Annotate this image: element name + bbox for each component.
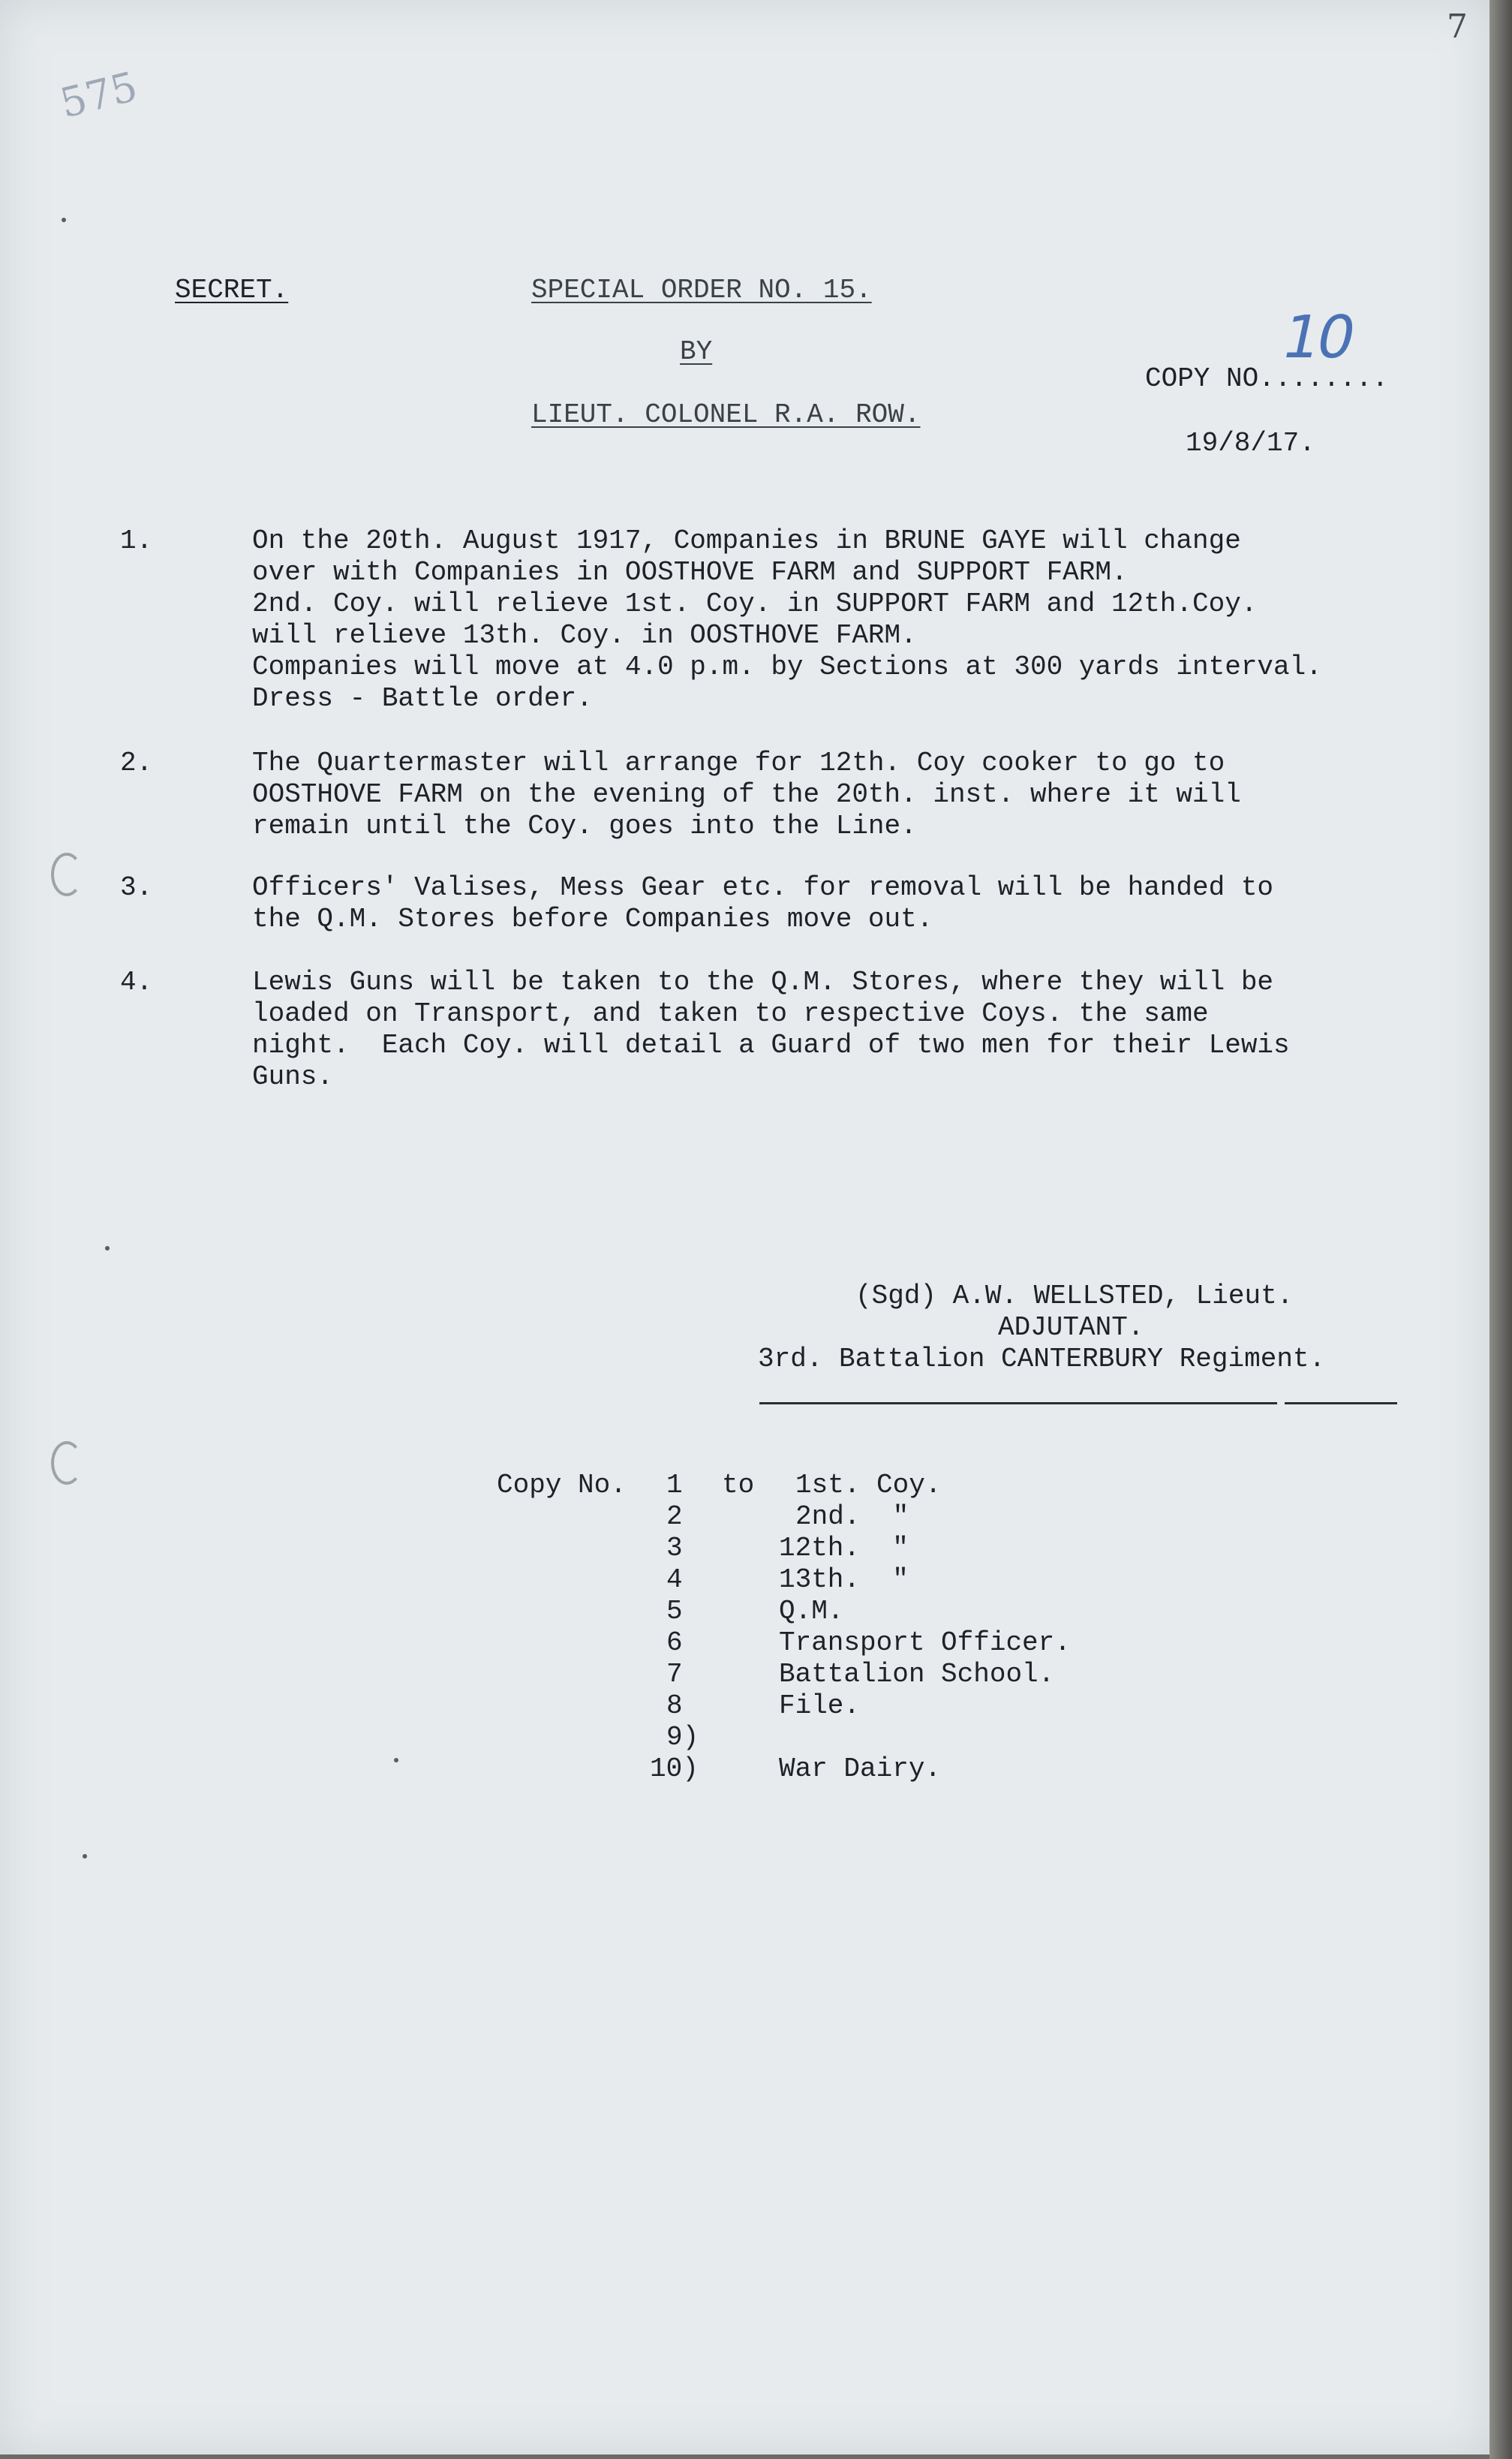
distribution-recipient: Battalion School. [779, 1659, 1055, 1690]
distribution-copy-number: 8 [666, 1690, 683, 1721]
paragraph-line: the Q.M. Stores before Companies move out. [252, 904, 933, 935]
paper-speck [105, 1246, 110, 1251]
paragraph-number: 2. [120, 748, 153, 778]
paragraph-line: will relieve 13th. Coy. in OOSTHOVE FARM. [252, 620, 917, 651]
paragraph-line: Guns. [252, 1061, 334, 1092]
paragraph-line: 2nd. Coy. will relieve 1st. Coy. in SUPPORT FARM and 12th.Coy. [252, 588, 1258, 619]
distribution-to: to [722, 1470, 755, 1500]
paper-speck [394, 1758, 398, 1762]
distribution-recipient: 12th. " [779, 1533, 909, 1564]
distribution-copy-number: 4 [666, 1564, 683, 1595]
distribution-label: Copy No. [497, 1470, 627, 1500]
paragraph-line: night. Each Coy. will detail a Guard of two men for their Lewis [252, 1030, 1290, 1061]
paragraph-line: OOSTHOVE FARM on the evening of the 20th. inst. where it will [252, 779, 1241, 810]
paragraph-number: 3. [120, 872, 153, 903]
distribution-copy-number: 9) [666, 1722, 699, 1753]
paragraph-line: The Quartermaster will arrange for 12th. Coy cooker to go to [252, 748, 1225, 778]
distribution-copy-number: 6 [666, 1627, 683, 1658]
distribution-recipient: 1st. Coy. [795, 1470, 942, 1500]
paragraph-line: loaded on Transport, and taken to respective Coys. the same [252, 998, 1209, 1029]
order-title: SPECIAL ORDER NO. 15. [531, 275, 872, 305]
paper-speck [83, 1854, 87, 1859]
distribution-copy-number: 5 [666, 1596, 683, 1627]
signature-unit: 3rd. Battalion CANTERBURY Regiment. [758, 1344, 1326, 1374]
signature-rank: ADJUTANT. [998, 1312, 1144, 1343]
paragraph-line: On the 20th. August 1917, Companies in BRUNE GAYE will change [252, 525, 1241, 556]
distribution-recipient: 2nd. " [795, 1501, 909, 1532]
classification-label: SECRET. [175, 275, 289, 305]
paragraph-line: Lewis Guns will be taken to the Q.M. Stores, where they will be [252, 967, 1274, 998]
distribution-copy-number: 2 [666, 1501, 683, 1532]
distribution-copy-number: 1 [666, 1470, 683, 1500]
paragraph-line: Officers' Valises, Mess Gear etc. for removal will be handed to [252, 872, 1274, 903]
signature-name: (Sgd) A.W. WELLSTED, Lieut. [855, 1281, 1294, 1311]
paragraph-line: over with Companies in OOSTHOVE FARM and SUPPORT FARM. [252, 557, 1128, 588]
paper-speck [62, 218, 66, 222]
order-date: 19/8/17. [1186, 428, 1315, 459]
paragraph-number: 1. [120, 525, 153, 556]
copy-number-label: COPY NO........ [1145, 363, 1389, 394]
signature-rule-short [1285, 1402, 1397, 1404]
distribution-recipient: File. [779, 1690, 861, 1721]
punch-hole-upper [51, 853, 83, 896]
folio-number-mark: 575 [55, 62, 143, 128]
order-by-label: BY [680, 336, 713, 367]
page-number-mark: 7 [1447, 8, 1468, 46]
distribution-copy-number: 3 [666, 1533, 683, 1564]
paragraph-line: Dress - Battle order. [252, 683, 593, 714]
distribution-copy-number: 10) [650, 1753, 699, 1784]
distribution-copy-number: 7 [666, 1659, 683, 1690]
distribution-recipient: 13th. " [779, 1564, 909, 1595]
punch-hole-lower [51, 1441, 83, 1485]
signature-rule [759, 1402, 1277, 1404]
distribution-recipient: Transport Officer. [779, 1627, 1071, 1658]
paragraph-line: remain until the Coy. goes into the Line. [252, 811, 917, 841]
copy-number-handwritten: 10 [1276, 304, 1359, 372]
distribution-recipient: War Dairy. [779, 1753, 942, 1784]
paragraph-number: 4. [120, 967, 153, 998]
page-edge-shadow [1489, 0, 1512, 2459]
order-issuer: LIEUT. COLONEL R.A. ROW. [531, 399, 921, 430]
paragraph-line: Companies will move at 4.0 p.m. by Sections at 300 yards interval. [252, 652, 1322, 682]
distribution-recipient: Q.M. [779, 1596, 844, 1627]
